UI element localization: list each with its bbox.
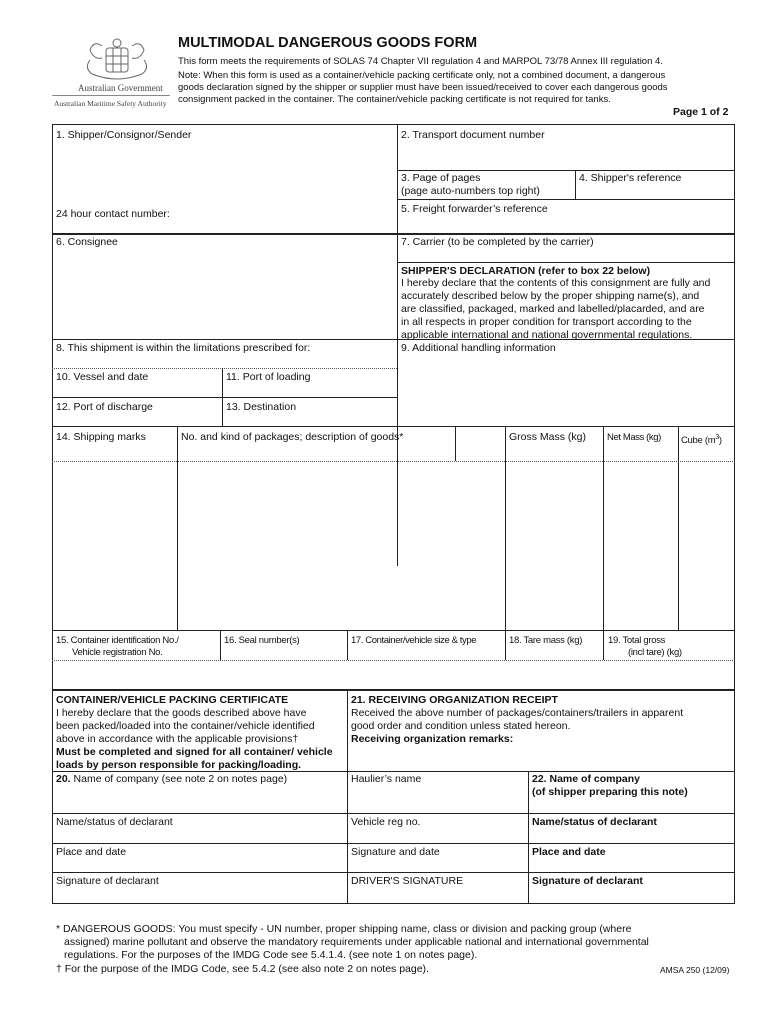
field-15-container-id[interactable]: 15. Container identification No./ (56, 635, 179, 646)
haulier-name[interactable]: Haulier’s name (351, 773, 422, 785)
cube-label: Cube (m (681, 435, 716, 447)
shipper-declaration-line4: in all respects in proper condition for transport according to the (401, 316, 692, 328)
header-requirements: This form meets the requirements of SOLAS 74 Chapter VII regulation 4 and MARPOL 73/78 Annex III regulation 4. (178, 56, 663, 67)
field-5-forwarder-ref[interactable]: 5. Freight forwarder’s reference (401, 203, 548, 215)
field-20-number: 20. (56, 773, 71, 785)
goods-description-area[interactable] (178, 462, 504, 629)
field-11-port-loading[interactable]: 11. Port of loading (226, 371, 311, 383)
field-13-destination[interactable]: 13. Destination (226, 401, 297, 413)
packing-certificate-line3: above in accordance with the applicable provisions† (56, 733, 299, 745)
shipper-declaration-line1: I hereby declare that the contents of this consignment are fully and (401, 277, 711, 289)
form-title: MULTIMODAL DANGEROUS GOODS FORM (178, 35, 478, 51)
crest-icon (62, 34, 172, 84)
receipt-line1: Received the above number of packages/containers/trailers in apparent (351, 707, 684, 719)
packing-certificate-line4: Must be completed and signed for all container/ vehicle (56, 746, 333, 758)
field-14-shipping-marks[interactable]: 14. Shipping marks (56, 431, 146, 443)
field-20-label: Name of company (see note 2 on notes page) (70, 773, 288, 785)
logo-line1: Australian Government (78, 83, 163, 93)
packing-certificate-line2: been packed/loaded into the container/vehicle identified (56, 720, 315, 732)
shipper-declaration-line3: are classified, packaged, marked and labelled/placarded, and are (401, 303, 705, 315)
packing-declarant-name[interactable]: Name/status of declarant (56, 816, 173, 828)
packing-signature[interactable]: Signature of declarant (56, 875, 159, 887)
shipper-place-date[interactable]: Place and date (532, 846, 606, 858)
field-19-total-gross[interactable]: 19. Total gross (608, 635, 666, 646)
packing-certificate-line5: loads by person responsible for packing/loading. (56, 759, 302, 771)
field-22-note: (of shipper preparing this note) (532, 786, 688, 798)
footnote-dangerous-goods-1: * DANGEROUS GOODS: You must specify - UN number, proper shipping name, class or division and packing group (where (56, 923, 632, 935)
header-note-3: consignment packed in the container. The container/vehicle packing certificate is not required for tanks. (178, 94, 611, 105)
packing-place-date[interactable]: Place and date (56, 846, 127, 858)
footnote-dangerous-goods-2: assigned) marine pollutant and observe the mandatory requirements under applicable national and international governmental (64, 936, 649, 948)
contact-number-label[interactable]: 24 hour contact number: (56, 208, 170, 220)
field-1-shipper[interactable]: 1. Shipper/Consignor/Sender (56, 129, 192, 141)
field-6-consignee[interactable]: 6. Consignee (56, 236, 118, 248)
field-4-shipper-ref[interactable]: 4. Shipper's reference (579, 172, 682, 184)
field-3-note: (page auto-numbers top right) (401, 185, 540, 197)
header-note-1: Note: When this form is used as a container/vehicle packing certificate only, not a combined document, a dangerous (178, 70, 666, 81)
vehicle-reg-no[interactable]: Vehicle reg no. (351, 816, 421, 828)
shipper-declaration-line2: accurately described below by the proper shipping name(s), and (401, 290, 700, 302)
gross-mass-header: Gross Mass (kg) (509, 431, 587, 443)
field-7-carrier[interactable]: 7. Carrier (to be completed by the carrier) (401, 236, 594, 248)
field-18-tare-mass[interactable]: 18. Tare mass (kg) (509, 635, 583, 646)
packing-certificate-line1: I hereby declare that the goods described above have (56, 707, 307, 719)
field-22-company[interactable]: 22. Name of company (532, 773, 640, 785)
receipt-title: 21. RECEIVING ORGANIZATION RECEIPT (351, 694, 558, 706)
receipt-remarks[interactable]: Receiving organization remarks: (351, 733, 514, 745)
field-16-seal-numbers[interactable]: 16. Seal number(s) (224, 635, 300, 646)
field-20-company[interactable] (56, 773, 287, 786)
field-2-transport-doc[interactable]: 2. Transport document number (401, 129, 545, 141)
shipper-declaration-line5: applicable international and national governmental regulations. (401, 329, 693, 341)
logo-divider (52, 95, 170, 96)
field-8-limitations[interactable]: 8. This shipment is within the limitations prescribed for: (56, 342, 311, 354)
cube-header (681, 432, 722, 448)
field-9-handling[interactable]: 9. Additional handling information (401, 342, 556, 354)
receipt-line2: good order and condition unless stated hereon. (351, 720, 571, 732)
field-17-container-size[interactable]: 17. Container/vehicle size & type (351, 635, 477, 646)
field-15-vehicle-reg: Vehicle registration No. (72, 647, 163, 658)
cube-superscript: 3 (715, 434, 719, 441)
field-3-page[interactable]: 3. Page of pages (401, 172, 481, 184)
driver-signature[interactable]: DRIVER'S SIGNATURE (351, 875, 464, 887)
packing-certificate-title: CONTAINER/VEHICLE PACKING CERTIFICATE (56, 694, 289, 706)
cube-close: ) (718, 435, 722, 447)
packages-description-header: No. and kind of packages; description of goods* (181, 431, 404, 443)
footnote-imdg: † For the purpose of the IMDG Code, see 5.4.2 (see also note 2 on notes page). (56, 963, 429, 975)
form-code: AMSA 250 (12/09) (660, 965, 730, 975)
shipper-declaration-title: SHIPPER'S DECLARATION (refer to box 22 below) (401, 265, 651, 277)
footnote-dangerous-goods-3: regulations. For the purposes of the IMDG Code see 5.4.1.4. (see note 1 on notes page). (64, 949, 478, 961)
page-indicator: Page 1 of 2 (673, 106, 729, 118)
field-12-port-discharge[interactable]: 12. Port of discharge (56, 401, 153, 413)
header-note-2: goods declaration signed by the shipper or supplier must have been issued/received to cover each dangerous goods (178, 82, 668, 93)
field-19-incl-tare: (incl tare) (kg) (628, 647, 682, 658)
logo-line2: Australian Maritime Safety Authority (54, 99, 167, 108)
shipper-signature[interactable]: Signature of declarant (532, 875, 643, 887)
field-10-vessel-date[interactable]: 10. Vessel and date (56, 371, 149, 383)
receipt-signature-date[interactable]: Signature and date (351, 846, 440, 858)
net-mass-header: Net Mass (kg) (607, 432, 661, 443)
shipper-declarant-name[interactable]: Name/status of declarant (532, 816, 657, 828)
government-crest (54, 34, 172, 108)
